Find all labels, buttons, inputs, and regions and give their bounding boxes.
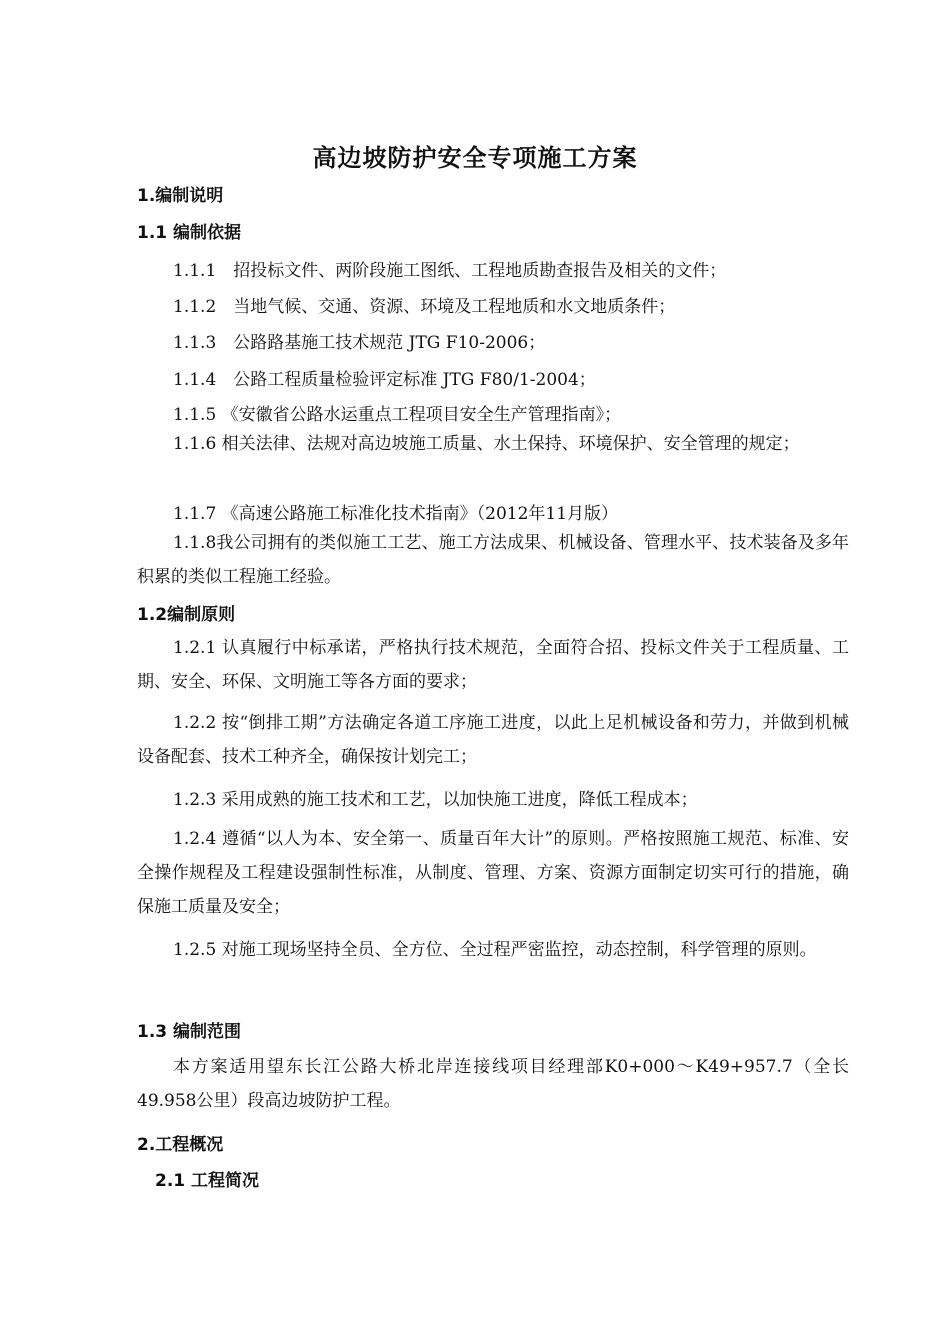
- principle-4-text: 1.2.4 遵循“以人为本、安全第一、质量百年大计”的原则。严格按照施工规范、标准、安全操作规程及工程建设强制性标准，从制度、管理、方案、资源方面制定切实可行的措施，确保施工质量及安全；: [137, 829, 849, 917]
- basis-item-2: 1.1.2 当地气候、交通、资源、环境及工程地质和水文地质条件；: [173, 297, 676, 317]
- basis-item-6: [137, 427, 849, 461]
- document-title: 高边坡防护安全专项施工方案: [312, 143, 638, 172]
- heading-2-1: 2.1 工程简况: [155, 1171, 260, 1191]
- principle-1-text: 1.2.1 认真履行中标承诺，严格执行技术规范，全面符合招、投标文件关于工程质量、工期、安全、环保、文明施工等各方面的要求；: [137, 638, 849, 692]
- heading-1: 1.编制说明: [137, 186, 224, 206]
- scope-text: 本方案适用望东长江公路大桥北岸连接线项目经理部K0+000～K49+957.7（全长49.958公里）段高边坡防护工程。: [137, 1057, 849, 1111]
- principle-1: [137, 631, 849, 699]
- principle-3-text: 1.2.3 采用成熟的施工技术和工艺，以加快施工进度，降低工程成本；: [173, 790, 698, 810]
- principle-5-text: 1.2.5 对施工现场坚持全员、全方位、全过程严密监控，动态控制，科学管理的原则。: [173, 940, 817, 960]
- heading-1-3: 1.3 编制范围: [137, 1022, 242, 1042]
- basis-item-5: 1.1.5 《安徽省公路水运重点工程项目安全生产管理指南》；: [173, 405, 622, 425]
- heading-2: 2.工程概况: [137, 1135, 224, 1155]
- basis-item-7: 1.1.7 《高速公路施工标准化技术指南》（2012年11月版）: [173, 504, 619, 524]
- basis-item-1: 1.1.1 招投标文件、两阶段施工图纸、工程地质勘查报告及相关的文件；: [173, 261, 727, 281]
- heading-1-2: 1.2编制原则: [137, 605, 236, 625]
- principle-2: [137, 706, 849, 774]
- scope-paragraph: [137, 1050, 849, 1118]
- basis-item-8: [137, 526, 849, 594]
- principle-3: [137, 783, 849, 817]
- basis-item-3: 1.1.3 公路路基施工技术规范 JTG F10-2006；: [173, 333, 546, 353]
- basis-item-6-text: 1.1.6 相关法律、法规对高边坡施工质量、水土保持、环境保护、安全管理的规定；: [173, 434, 800, 454]
- principle-5: [137, 933, 849, 967]
- basis-item-8-text: 1.1.8我公司拥有的类似施工工艺、施工方法成果、机械设备、管理水平、技术装备及多年积累的类似工程施工经验。: [137, 533, 849, 587]
- principle-2-text: 1.2.2 按“倒排工期”方法确定各道工序施工进度，以此上足机械设备和劳力，并做到机械设备配套、技术工种齐全，确保按计划完工；: [137, 713, 849, 767]
- principle-4: [137, 822, 849, 924]
- basis-item-4: 1.1.4 公路工程质量检验评定标准 JTG F80/1-2004；: [173, 370, 596, 390]
- heading-1-1: 1.1 编制依据: [137, 223, 242, 243]
